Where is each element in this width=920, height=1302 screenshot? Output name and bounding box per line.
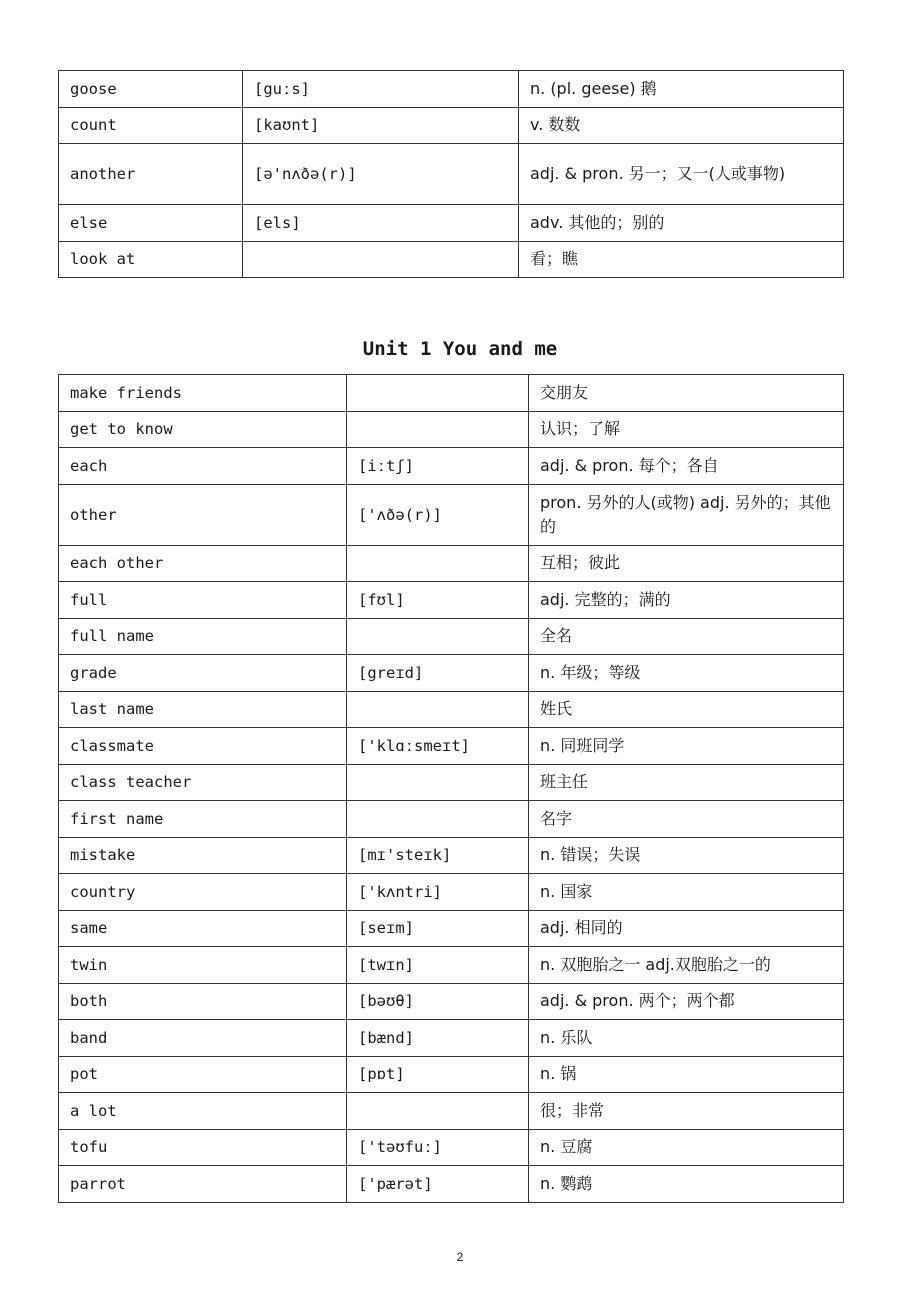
page-number: 2	[456, 1250, 464, 1264]
word-cell: make friends	[59, 375, 347, 412]
vocab-table-previous	[58, 70, 844, 278]
vocab-row	[59, 655, 844, 692]
word-cell: country	[59, 874, 347, 911]
word-cell: class teacher	[59, 764, 347, 801]
vocab-row	[59, 1166, 844, 1203]
phonetic-cell: ['pærət]	[347, 1166, 529, 1203]
phonetic-cell: [iːtʃ]	[347, 448, 529, 485]
vocab-row	[59, 1093, 844, 1130]
word-cell: get to know	[59, 411, 347, 448]
meaning-cell: n. 乐队	[529, 1020, 844, 1057]
meaning-cell: n. (pl. geese) 鹅	[519, 71, 844, 108]
vocab-row	[59, 205, 844, 242]
phonetic-cell	[347, 1093, 529, 1130]
phonetic-cell: ['təʊfuː]	[347, 1129, 529, 1166]
meaning-cell: 互相；彼此	[529, 545, 844, 582]
phonetic-cell	[347, 375, 529, 412]
phonetic-cell: [greɪd]	[347, 655, 529, 692]
vocab-row	[59, 837, 844, 874]
meaning-cell: adv. 其他的；别的	[519, 205, 844, 242]
word-cell: each	[59, 448, 347, 485]
word-cell: full	[59, 582, 347, 619]
meaning-cell: 班主任	[529, 764, 844, 801]
phonetic-cell: [ə'nʌðə(r)]	[243, 144, 519, 205]
vocab-row	[59, 545, 844, 582]
word-cell: first name	[59, 801, 347, 838]
phonetic-cell	[347, 691, 529, 728]
word-cell: band	[59, 1020, 347, 1057]
meaning-cell: 交朋友	[529, 375, 844, 412]
phonetic-cell	[347, 411, 529, 448]
phonetic-cell: [fʊl]	[347, 582, 529, 619]
word-cell: parrot	[59, 1166, 347, 1203]
phonetic-cell: [kaʊnt]	[243, 107, 519, 144]
vocab-row	[59, 107, 844, 144]
vocab-row	[59, 448, 844, 485]
vocab-row	[59, 983, 844, 1020]
phonetic-cell	[243, 241, 519, 278]
meaning-cell: adj. & pron. 两个；两个都	[529, 983, 844, 1020]
word-cell: mistake	[59, 837, 347, 874]
unit-title: Unit 1 You and me	[362, 338, 558, 360]
meaning-cell: n. 错误；失误	[529, 837, 844, 874]
word-cell: twin	[59, 947, 347, 984]
word-cell: other	[59, 484, 347, 545]
vocab-row	[59, 144, 844, 205]
meaning-cell: adj. 相同的	[529, 910, 844, 947]
meaning-cell: adj. 完整的；满的	[529, 582, 844, 619]
phonetic-cell: [guːs]	[243, 71, 519, 108]
word-cell: full name	[59, 618, 347, 655]
word-cell: pot	[59, 1056, 347, 1093]
word-cell: tofu	[59, 1129, 347, 1166]
phonetic-cell	[347, 801, 529, 838]
phonetic-cell: [bænd]	[347, 1020, 529, 1057]
phonetic-cell: [mɪ'steɪk]	[347, 837, 529, 874]
phonetic-cell: [twɪn]	[347, 947, 529, 984]
phonetic-cell: [pɒt]	[347, 1056, 529, 1093]
word-cell: classmate	[59, 728, 347, 765]
meaning-cell: 看；瞧	[519, 241, 844, 278]
phonetic-cell: ['ʌðə(r)]	[347, 484, 529, 545]
meaning-cell: n. 国家	[529, 874, 844, 911]
vocab-row	[59, 582, 844, 619]
vocab-row	[59, 375, 844, 412]
vocab-row	[59, 618, 844, 655]
phonetic-cell	[347, 545, 529, 582]
word-cell: another	[59, 144, 243, 205]
meaning-cell: 姓氏	[529, 691, 844, 728]
vocab-row	[59, 1056, 844, 1093]
phonetic-cell: [bəʊθ]	[347, 983, 529, 1020]
meaning-cell: n. 同班同学	[529, 728, 844, 765]
vocab-row	[59, 728, 844, 765]
word-cell: a lot	[59, 1093, 347, 1130]
vocab-row	[59, 411, 844, 448]
meaning-cell: n. 锅	[529, 1056, 844, 1093]
vocab-row	[59, 910, 844, 947]
phonetic-cell	[347, 618, 529, 655]
meaning-cell: n. 双胞胎之一 adj.双胞胎之一的	[529, 947, 844, 984]
phonetic-cell: ['kʌntri]	[347, 874, 529, 911]
word-cell: goose	[59, 71, 243, 108]
word-cell: last name	[59, 691, 347, 728]
word-cell: look at	[59, 241, 243, 278]
word-cell: same	[59, 910, 347, 947]
word-cell: each other	[59, 545, 347, 582]
meaning-cell: n. 豆腐	[529, 1129, 844, 1166]
vocab-row	[59, 801, 844, 838]
vocab-row	[59, 1020, 844, 1057]
vocab-row	[59, 764, 844, 801]
vocab-row	[59, 691, 844, 728]
phonetic-cell: [els]	[243, 205, 519, 242]
meaning-cell: adj. & pron. 另一；又一(人或事物)	[519, 144, 844, 205]
meaning-cell: 名字	[529, 801, 844, 838]
meaning-cell: pron. 另外的人(或物) adj. 另外的；其他的	[529, 484, 844, 545]
vocab-table-unit1	[58, 374, 844, 1203]
word-cell: both	[59, 983, 347, 1020]
meaning-cell: v. 数数	[519, 107, 844, 144]
word-cell: else	[59, 205, 243, 242]
meaning-cell: 很；非常	[529, 1093, 844, 1130]
phonetic-cell	[347, 764, 529, 801]
meaning-cell: n. 鹦鹉	[529, 1166, 844, 1203]
phonetic-cell: ['klɑːsmeɪt]	[347, 728, 529, 765]
vocab-row	[59, 71, 844, 108]
word-cell: grade	[59, 655, 347, 692]
phonetic-cell: [seɪm]	[347, 910, 529, 947]
meaning-cell: 全名	[529, 618, 844, 655]
meaning-cell: adj. & pron. 每个；各自	[529, 448, 844, 485]
vocab-row	[59, 874, 844, 911]
vocab-row	[59, 947, 844, 984]
meaning-cell: 认识；了解	[529, 411, 844, 448]
vocab-row	[59, 1129, 844, 1166]
meaning-cell: n. 年级；等级	[529, 655, 844, 692]
word-cell: count	[59, 107, 243, 144]
vocab-row	[59, 241, 844, 278]
vocab-row	[59, 484, 844, 545]
